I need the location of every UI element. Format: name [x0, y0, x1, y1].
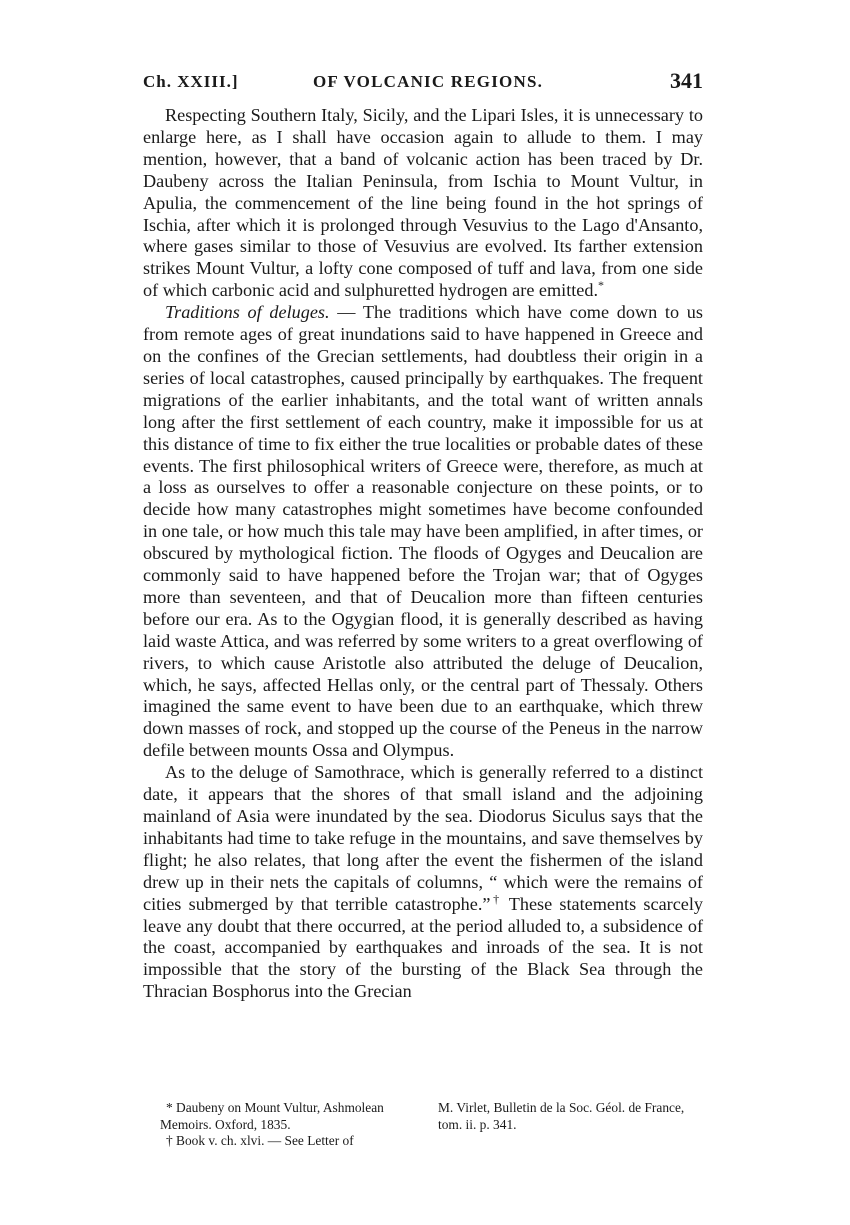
footnote-column-left	[160, 1100, 422, 1150]
footnote-column-right	[438, 1100, 700, 1133]
paragraph-text-continued: These statements scarcely leave any doubt that there occurred, at the period alluded to, a subsidence of the coast, accompanied by earthquakes and inroads of the sea. It is not impossible that the story of the bursting of the Black Sea through the Thracian Bosphorus into the Grecian	[143, 893, 703, 1002]
footnote-daubeny: * Daubeny on Mount Vultur, Ashmolean Memoirs. Oxford, 1835.	[160, 1100, 384, 1132]
paragraph-heading: Traditions of deluges.	[165, 302, 330, 323]
chapter-label: Ch. XXIII.]	[143, 72, 239, 91]
footnote-book-v: † Book v. ch. xlvi. — See Letter of	[166, 1133, 354, 1148]
paragraph-southern-italy	[143, 105, 703, 302]
running-head	[143, 68, 703, 96]
paragraph-text: — The traditions which have come down to us from remote ages of great inundations said to have happened in Greece and on the confines of the Grecian settlements, had doubtless their origin in a series of local catastrophes, caused principally by earthquakes. The frequent migrations of the earlier inhabitants, and the total want of written annals long after the first settlement of each country, make it impossible for us at this distance of time to fix either the true localities or probable dates of these events. The first philosophical writers of Greece were, therefore, as much at a loss as ourselves to offer a reasonable conjecture on these points, or to decide how many catastrophes might sometimes have become confounded in one tale, or how much this tale may have been amplified, in after times, or obscured by mythological fiction. The floods of Ogyges and Deucalion are commonly said to have happened before the Trojan war; that of Ogyges more than seventeen, and that of Deucalion more than fifteen centuries before our era. As to the Ogygian flood, it is generally described as having laid waste Attica, and was referred by some writers to a great overflowing of rivers, to which cause Aristotle also attributed the deluge of Deucalion, which, he says, affected Hellas only, or the central part of Thessaly. Others imagined the same event to have been due to an earthquake, which threw down masses of rock, and stopped up the course of the Peneus in the narrow defile between mounts Ossa and Olympus.	[143, 302, 703, 761]
paragraph-samothrace	[143, 762, 703, 1003]
paragraph-text: As to the deluge of Samothrace, which is generally referred to a distinct date, it appears that the shores of that small island and the adjoining mainland of Asia were inundated by the sea. Diodorus Siculus says that the inhabitants had time to take refuge in the mountains, and save themselves by flight; he also relates, that long after the event the fishermen of the island drew up in their nets the capitals of columns, “ which were the remains of cities submerged by that terrible catastrophe.”	[143, 762, 703, 914]
footnote-ref-dagger: †	[490, 891, 502, 906]
body-text	[143, 105, 703, 1003]
running-title: OF VOLCANIC REGIONS.	[313, 72, 544, 91]
footnote-ref-asterisk: *	[598, 278, 605, 293]
paragraph-text: Respecting Southern Italy, Sicily, and the Lipari Isles, it is unnecessary to enlarge here, as I shall have occasion again to allude to them. I may mention, however, that a band of volcanic action has been traced by Dr. Daubeny across the Italian Peninsula, from Ischia to Mount Vultur, in Apulia, the commencement of the line being found in the hot springs of Ischia, after which it is prolonged through Vesuvius to the Lago d'Ansanto, where gases similar to those of Vesuvius are evolved. Its farther extension strikes Mount Vultur, a lofty cone composed of tuff and lava, from one side of which carbonic acid and sulphuretted hydrogen are emitted.	[143, 105, 703, 301]
paragraph-traditions-of-deluges	[143, 302, 703, 762]
page-number: 341	[670, 68, 703, 93]
footnote-virlet: M. Virlet, Bulletin de la Soc. Géol. de France, tom. ii. p. 341.	[438, 1100, 685, 1132]
